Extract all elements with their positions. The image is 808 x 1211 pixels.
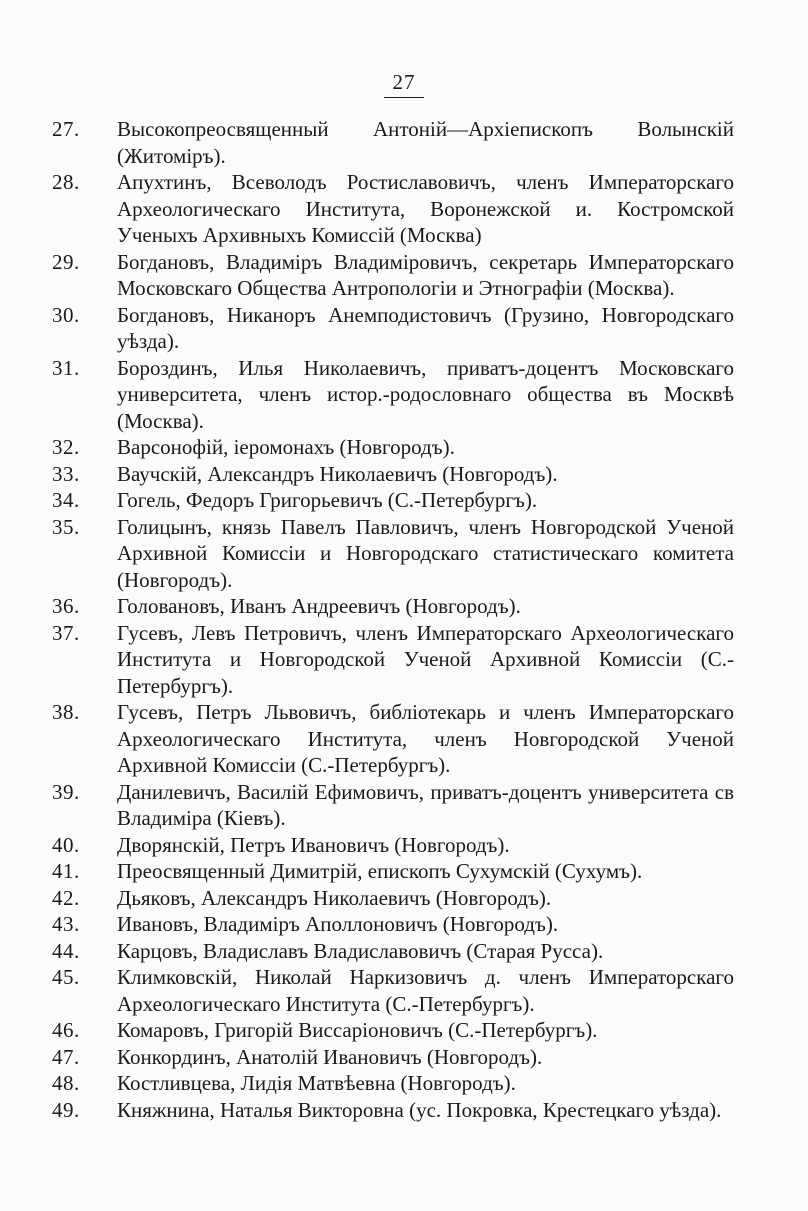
- entry-text: Бороздинъ, Илья Николаевичъ, приватъ-доцентъ Московскаго университета, членъ истор.-родословнаго общества въ Москвѣ (Москва).: [117, 355, 734, 433]
- entry-number: 49.: [52, 1097, 80, 1122]
- entry-text: Высокопреосвященный Антоній—Архіепископъ Волынскій (Житоміръ).: [117, 117, 734, 168]
- entry-text: Гогель, Федоръ Григорьевичъ (С.-Петербургъ).: [117, 488, 538, 512]
- entry-number: 42.: [52, 885, 80, 910]
- entry-number: 36.: [52, 594, 80, 618]
- list-item: [0, 832, 808, 859]
- entry-number: 37.: [52, 620, 80, 645]
- list-item: [0, 116, 808, 169]
- entry-text: Богдановъ, Никаноръ Анемподистовичъ (Грузино, Новгородскаго уѣзда).: [117, 302, 734, 353]
- entry-number: 38.: [52, 700, 80, 724]
- entry-number: 32.: [52, 435, 80, 459]
- list-item: [0, 938, 808, 965]
- entry-text: Преосвященный Димитрій, епископъ Сухумскій (Сухумъ).: [117, 859, 643, 883]
- entry-number: 34.: [52, 488, 80, 512]
- entry-text: Климковскій, Николай Наркизовичъ д. членъ Императорскаго Археологическаго Института (С.-Петербургъ).: [117, 965, 734, 1016]
- entry-number: 35.: [52, 514, 80, 539]
- entry-text: Костливцева, Лидія Матвѣевна (Новгородъ).: [117, 1071, 516, 1095]
- entry-number: 40.: [52, 832, 80, 857]
- list-item: [0, 434, 808, 461]
- entry-number: 44.: [52, 938, 80, 963]
- list-item: [0, 964, 808, 1017]
- list-item: [0, 487, 808, 514]
- list-item: [0, 302, 808, 355]
- list-item: [0, 911, 808, 938]
- list-item: [0, 461, 808, 488]
- list-item: [0, 1017, 808, 1044]
- entry-number: 45.: [52, 965, 80, 989]
- entry-number: 33.: [52, 461, 80, 486]
- entry-number: 47.: [52, 1044, 80, 1069]
- entry-text: Гусевъ, Левъ Петровичъ, членъ Императорскаго Археологическаго Института и Новгородской Ученой Архивной Комиссіи (С.-Петербургъ).: [117, 620, 734, 698]
- entry-text: Ивановъ, Владиміръ Аполлоновичъ (Новгородъ).: [117, 912, 559, 936]
- entry-text: Богдановъ, Владиміръ Владиміровичъ, секретарь Императорскаго Московскаго Общества Антропологіи и Этнографіи (Москва).: [117, 249, 734, 300]
- entry-text: Апухтинъ, Всеволодъ Ростиславовичъ, членъ Императорскаго Археологическаго Института, Воронежской и. Костромской Ученыхъ Архивныхъ Комиссій (Москва): [117, 170, 734, 247]
- page-number-underline: [384, 97, 424, 98]
- entry-text: Варсонофій, іеромонахъ (Новгородъ).: [117, 435, 455, 459]
- entry-number: 39.: [52, 779, 80, 804]
- list-item: [0, 779, 808, 832]
- list-item: [0, 169, 808, 249]
- list-item: [0, 355, 808, 435]
- list-item: [0, 514, 808, 594]
- list-item: [0, 249, 808, 302]
- entry-number: 31.: [52, 355, 80, 380]
- list-item: [0, 699, 808, 779]
- entry-text: Дьяковъ, Александръ Николаевичъ (Новгородъ).: [117, 885, 552, 910]
- entry-number: 43.: [52, 912, 80, 936]
- list-item: [0, 593, 808, 620]
- list-item: [0, 620, 808, 700]
- entry-text: Голицынъ, князь Павелъ Павловичъ, членъ Новгородской Ученой Архивной Комиссіи и Новгородскаго статистическаго комитета (Новгородъ).: [117, 514, 734, 592]
- entry-number: 27.: [52, 117, 80, 141]
- entry-text: Конкординъ, Анатолій Ивановичъ (Новгородъ).: [117, 1044, 543, 1069]
- entry-text: Головановъ, Иванъ Андреевичъ (Новгородъ).: [117, 594, 521, 618]
- list-item: [0, 858, 808, 885]
- list-item: [0, 1070, 808, 1097]
- list-item: [0, 1097, 808, 1124]
- entry-number: 29.: [52, 249, 80, 274]
- member-list: [0, 116, 808, 1123]
- list-item: [0, 885, 808, 912]
- entry-text: Карцовъ, Владиславъ Владиславовичъ (Старая Русса).: [117, 938, 604, 963]
- entry-text: Дворянскій, Петръ Ивановичъ (Новгородъ).: [117, 832, 510, 857]
- entry-number: 30.: [52, 302, 80, 327]
- entry-number: 28.: [52, 170, 80, 194]
- list-item: [0, 1044, 808, 1071]
- entry-number: 46.: [52, 1018, 80, 1042]
- entry-text: Данилевичъ, Василій Ефимовичъ, приватъ-доцентъ университета св Владиміра (Кіевъ).: [117, 779, 734, 830]
- entry-text: Княжнина, Наталья Викторовна (ус. Покровка, Крестецкаго уѣзда).: [117, 1097, 722, 1122]
- entry-number: 48.: [52, 1071, 80, 1095]
- entry-text: Комаровъ, Григорій Виссаріоновичъ (С.-Петербургъ).: [117, 1018, 598, 1042]
- entry-number: 41.: [52, 859, 80, 883]
- entry-text: Ваучскій, Александръ Николаевичъ (Новгородъ).: [117, 461, 558, 486]
- entry-text: Гусевъ, Петръ Львовичъ, библіотекарь и членъ Императорскаго Археологическаго Института, членъ Новгородской Ученой Архивной Комиссіи (С.-Петербургъ).: [117, 700, 734, 777]
- page-number: 27: [392, 70, 416, 94]
